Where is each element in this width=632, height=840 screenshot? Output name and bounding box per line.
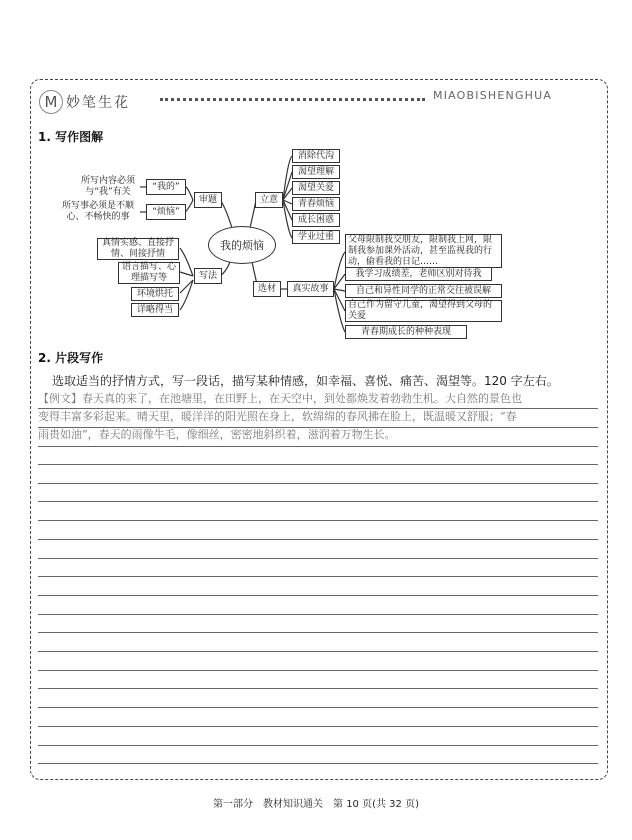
branch-shenti: 审题 bbox=[194, 192, 222, 208]
theme-item: 渴望理解 bbox=[292, 165, 340, 179]
mindmap-center: 我的烦恼 bbox=[208, 226, 276, 264]
header-brand: MIAOBISHENGHUA bbox=[433, 89, 553, 102]
writing-line[interactable] bbox=[38, 539, 598, 540]
logo-title: 妙笔生花 bbox=[66, 95, 130, 111]
theme-item: 成长困惑 bbox=[292, 213, 340, 227]
branch-xuancai: 选材 bbox=[253, 281, 281, 297]
story-item: 我学习成绩差，老师区别对待我 bbox=[345, 267, 492, 281]
example-paragraph bbox=[38, 390, 598, 444]
writing-line[interactable] bbox=[38, 427, 598, 428]
writing-line[interactable] bbox=[38, 745, 598, 746]
writing-line[interactable] bbox=[38, 670, 598, 671]
writing-line[interactable] bbox=[38, 576, 598, 577]
writing-line[interactable] bbox=[38, 763, 598, 764]
story-item: 自己和异性同学的正常交往被误解 bbox=[345, 284, 502, 298]
example-line: 变得丰富多彩起来。晴天里，暖洋洋的阳光照在身上，软绵绵的春风拂在脸上，既温暖又舒服；“春 bbox=[38, 410, 517, 423]
sub-real-story: 真实故事 bbox=[287, 281, 334, 297]
logo-icon: M bbox=[39, 90, 63, 114]
theme-item: 渴望关爱 bbox=[292, 181, 340, 195]
writing-line[interactable] bbox=[38, 595, 598, 596]
method-item: 真情实感、直接抒情、间接抒情 bbox=[97, 238, 179, 260]
writing-line[interactable] bbox=[38, 614, 598, 615]
example-line: 雨贵如油”，春天的雨像牛毛，像细丝，密密地斜织着，滋润着万物生长。 bbox=[38, 428, 396, 441]
branch-xiefa: 写法 bbox=[194, 268, 222, 284]
key-trouble: “烦恼” bbox=[146, 204, 186, 220]
page-footer: 第一部分 教材知识通关 第 10 页(共 32 页) bbox=[213, 799, 419, 810]
writing-line[interactable] bbox=[38, 632, 598, 633]
section-title-1: 1. 写作图解 bbox=[38, 130, 104, 144]
writing-line[interactable] bbox=[38, 408, 598, 409]
writing-line[interactable] bbox=[38, 558, 598, 559]
writing-line[interactable] bbox=[38, 464, 598, 465]
method-item: 环境烘托 bbox=[131, 287, 179, 301]
writing-line[interactable] bbox=[38, 651, 598, 652]
writing-line[interactable] bbox=[38, 483, 598, 484]
writing-line[interactable] bbox=[38, 446, 598, 447]
note-my: 所写内容必须与“我”有关 bbox=[80, 176, 135, 197]
theme-item: 青春烦恼 bbox=[292, 197, 340, 211]
theme-item: 学业过重 bbox=[292, 230, 340, 244]
note-trouble: 所写事必须是不顺心、不畅快的事 bbox=[61, 201, 134, 222]
theme-item: 消除代沟 bbox=[292, 149, 340, 163]
example-line: 【例文】春天真的来了，在池塘里，在田野上，在天空中，到处都焕发着勃勃生机。大自然的景色也 bbox=[38, 392, 522, 405]
branch-liyi: 立意 bbox=[255, 192, 283, 208]
method-item: 详略得当 bbox=[131, 303, 179, 317]
writing-prompt: 选取适当的抒情方式，写一段话，描写某种情感，如幸福、喜悦、痛苦、渴望等。120 字左右。 bbox=[52, 374, 559, 388]
key-my: “我的” bbox=[146, 179, 186, 195]
story-item: 父母限制我交朋友，限制我上网，限制我参加课外活动，甚至监视我的行动，偷看我的日记…… bbox=[345, 234, 502, 268]
writing-line[interactable] bbox=[38, 726, 598, 727]
writing-line[interactable] bbox=[38, 707, 598, 708]
story-item: 自己作为留守儿童，渴望得到父母的关爱 bbox=[345, 300, 502, 322]
writing-line[interactable] bbox=[38, 520, 598, 521]
method-item: 语言描写、心理描写等 bbox=[118, 262, 180, 284]
writing-line[interactable] bbox=[38, 688, 598, 689]
section-title-2: 2. 片段写作 bbox=[38, 351, 104, 365]
story-item: 青春期成长的种种表现 bbox=[345, 325, 467, 339]
writing-line[interactable] bbox=[38, 501, 598, 502]
